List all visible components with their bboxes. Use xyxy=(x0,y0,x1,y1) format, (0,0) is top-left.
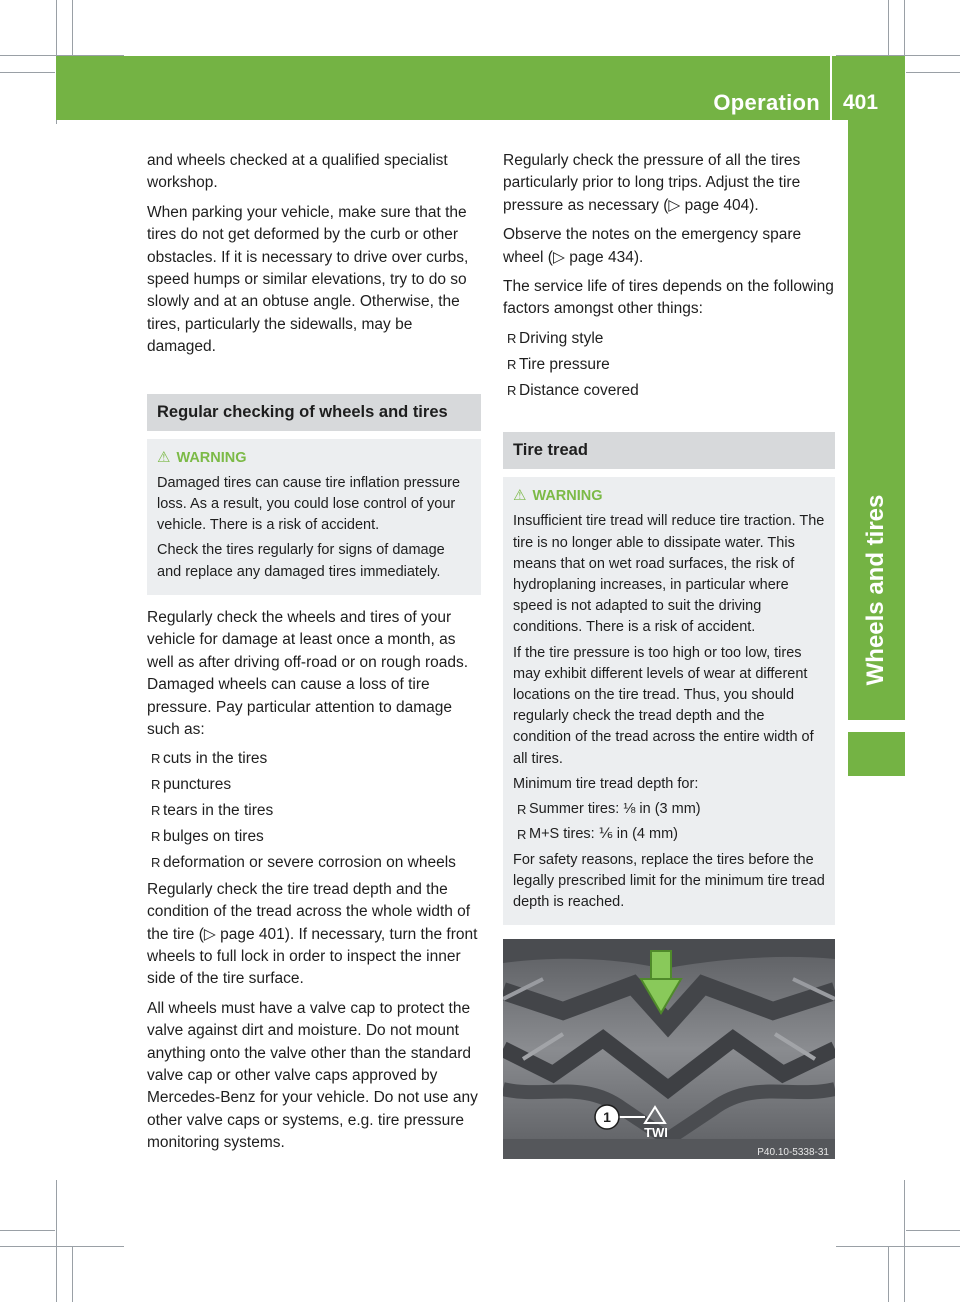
warning-title xyxy=(157,447,471,469)
header-separator xyxy=(830,56,832,120)
list-item: R tears in the tires xyxy=(147,800,481,822)
section-heading: Regular checking of wheels and tires xyxy=(147,394,481,431)
crop-mark xyxy=(836,1246,960,1247)
warning-text: Damaged tires can cause tire inflation pressure loss. As a result, you could lose control of your vehicle. There is a risk of accident. xyxy=(157,474,461,534)
warning-text: For safety reasons, replace the tires before the legally prescribed limit for the minimum tire tread depth is reached. xyxy=(513,851,825,910)
callout-number: 1 xyxy=(603,1109,611,1126)
warning-title xyxy=(513,485,825,507)
crop-mark xyxy=(0,1246,124,1247)
crop-mark xyxy=(72,1247,73,1302)
factor-list xyxy=(503,328,835,402)
list-item: R punctures xyxy=(147,774,481,796)
list-item: R M+S tires: ⅙ in (4 mm) xyxy=(513,824,825,845)
warning-text: Minimum tire tread depth for: xyxy=(513,775,699,792)
warning-box xyxy=(147,439,481,595)
page-number: 401 xyxy=(843,91,879,114)
warning-text: Insufficient tire tread will reduce tire traction. The tire is no longer able to dissipate water. This means that on wet road surfaces, the risk of hydroplaning increases, in particular where speed is not adapted to suit the driving conditions. There is a risk of accident. xyxy=(513,513,825,636)
left-column xyxy=(147,150,481,1162)
page-title: Operation xyxy=(713,90,820,115)
chapter-label: Wheels and tires xyxy=(862,494,889,686)
warning-triangle-icon: ⚠ xyxy=(157,448,171,466)
chapter-tab-marker xyxy=(848,732,905,776)
crop-mark xyxy=(0,72,55,73)
list-item: R Distance covered xyxy=(503,380,835,402)
section-heading: Tire tread xyxy=(503,432,835,469)
list-item: R Summer tires: ⅛ in (3 mm) xyxy=(513,799,825,820)
warning-title-text: WARNING xyxy=(176,449,247,466)
twi-label: TWI xyxy=(644,1125,668,1141)
paragraph: When parking your vehicle, make sure that the tires do not get deformed by the curb or other obstacles. If it is necessary to drive over curbs, speed humps or similar elevations, try to do so slowly and at an obtuse angle. Otherwise, the tires, particularly the sidewalls, may be damaged. xyxy=(147,203,469,356)
list-item: R Driving style xyxy=(503,328,835,350)
list-item: R bulges on tires xyxy=(147,826,481,848)
paragraph: Regularly check the wheels and tires of your vehicle for damage at least once a month, as well as after driving off-road or on rough roads. Damaged wheels can cause a loss of tire pressure. Pay particular attention to damage such as: xyxy=(147,608,469,738)
tire-tread-figure xyxy=(503,939,835,1159)
crop-mark xyxy=(888,1247,889,1302)
crop-mark xyxy=(0,1230,55,1231)
tread-depth-list xyxy=(513,799,825,845)
damage-list xyxy=(147,748,481,874)
paragraph: All wheels must have a valve cap to protect the valve against dirt and moisture. Do not mount anything onto the valve other than the standard valve cap or other valve caps approved by Mercedes-Benz for your vehicle. Do not use any other valve caps or systems, e.g. tire pressure monitoring systems. xyxy=(147,999,478,1152)
warning-triangle-icon: ⚠ xyxy=(513,487,527,505)
warning-text: Check the tires regularly for signs of damage and replace any damaged tires immediately. xyxy=(157,542,445,580)
paragraph: Regularly check the tire tread depth and the condition of the tread across the whole width of the tire (▷ page 401). If necessary, turn the front wheels to full lock in order to inspect the inner side of the tire surface. xyxy=(147,880,478,988)
warning-text: If the tire pressure is too high or too low, tires may exhibit different levels of wear at different locations on the tire tread. Thus, you should regularly check the tread depth and the condition of the tread across the entire width of all tires. xyxy=(513,644,814,767)
paragraph: Regularly check the pressure of all the tires particularly prior to long trips. Adjust the tire pressure as necessary (▷ page 404). xyxy=(503,152,801,214)
paragraph: The service life of tires depends on the following factors amongst other things: xyxy=(503,278,834,318)
warning-title-text: WARNING xyxy=(532,488,603,505)
crop-mark xyxy=(888,0,889,55)
crop-mark xyxy=(906,72,960,73)
tire-tread-illustration xyxy=(503,939,835,1159)
warning-box xyxy=(503,477,835,925)
crop-mark xyxy=(906,1230,960,1231)
list-item: R deformation or severe corrosion on wheels xyxy=(147,852,481,874)
crop-mark xyxy=(56,1180,57,1302)
list-item: R cuts in the tires xyxy=(147,748,481,770)
right-column xyxy=(503,150,835,1159)
figure-code: P40.10-5338-31 xyxy=(757,1147,829,1159)
paragraph: Observe the notes on the emergency spare wheel (▷ page 434). xyxy=(503,226,802,266)
paragraph: and wheels checked at a qualified specialist workshop. xyxy=(147,152,448,192)
crop-mark xyxy=(904,1180,905,1302)
list-item: R Tire pressure xyxy=(503,354,835,376)
crop-mark xyxy=(72,0,73,55)
